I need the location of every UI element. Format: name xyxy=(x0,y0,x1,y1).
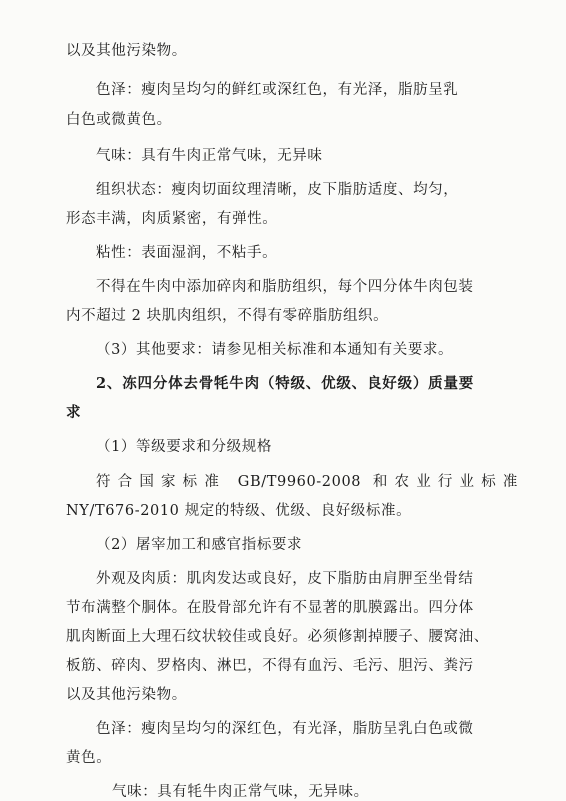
text-line-16: 外观及肉质：肌肉发达或良好，皮下脂肪由肩胛至坐骨结 xyxy=(96,571,474,587)
text-line-20: 以及其他污染物。 xyxy=(66,687,187,703)
text-line-2: 色泽：瘦肉呈均匀的鲜红或深红色，有光泽，脂肪呈乳 xyxy=(96,82,459,98)
subheading-1: （1）等级要求和分级规格 xyxy=(96,439,272,455)
text-line-3: 白色或微黄色。 xyxy=(66,112,172,128)
text-line-10: （3）其他要求：请参见相关标准和本通知有关要求。 xyxy=(96,342,454,358)
text-line-4: 气味：具有牛肉正常气味，无异味 xyxy=(96,148,323,164)
section-heading-2: 2、冻四分体去骨牦牛肉（特级、优级、良好级）质量要 xyxy=(96,375,475,392)
text-line-19: 板筋、碎肉、罗格肉、淋巴，不得有血污、毛污、胆污、粪污 xyxy=(66,658,474,674)
scan-speck xyxy=(270,627,272,629)
text-line-13: 符合国家标准 GB/T9960-2008 和农业行业标准 xyxy=(96,474,518,490)
subheading-2: （2）屠宰加工和感官指标要求 xyxy=(96,537,303,553)
text-line-8: 不得在牛肉中添加碎肉和脂肪组织，每个四分体牛肉包装 xyxy=(96,279,474,295)
text-line-5: 组织状态：瘦肉切面纹理清晰，皮下脂肪适度、均匀， xyxy=(96,182,459,198)
text-line-17: 节布满整个胴体。在股骨部允许有不显著的肌膜露出。四分体 xyxy=(66,600,474,616)
text-line-1: 以及其他污染物。 xyxy=(66,43,187,59)
text-line-9: 内不超过 2 块肌肉组织，不得有零碎脂肪组织。 xyxy=(66,308,389,324)
text-line-18: 肌肉断面上大理石纹状较佳或良好。必须修割掉腰子、腰窝油、 xyxy=(66,629,489,645)
text-line-22: 黄色。 xyxy=(66,750,112,766)
section-heading-2-cont: 求 xyxy=(66,404,82,421)
text-line-23: 气味：具有牦牛肉正常气味，无异味。 xyxy=(112,784,369,800)
text-line-6: 形态丰满，肉质紧密，有弹性。 xyxy=(66,211,278,227)
text-line-14: NY/T676-2010 规定的特级、优级、良好级标准。 xyxy=(66,503,412,519)
text-line-7: 粘性：表面湿润，不粘手。 xyxy=(96,245,278,261)
text-line-21: 色泽：瘦肉呈均匀的深红色，有光泽，脂肪呈乳白色或微 xyxy=(96,721,474,737)
